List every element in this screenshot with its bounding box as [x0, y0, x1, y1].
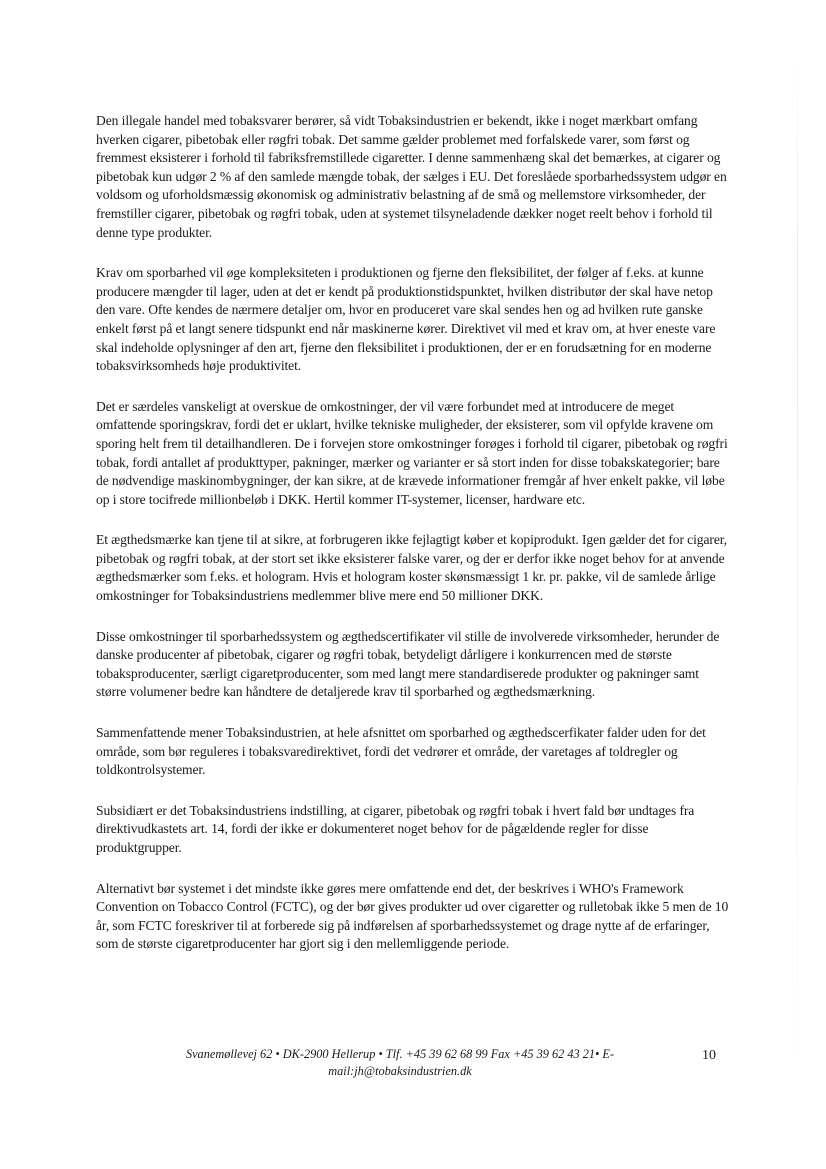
- paragraph-costs: Det er særdeles vanskeligt at overskue de omkostninger, der vil være forbundet med at introducere de meget omfattende sporingskrav, fordi det er uklart, hvilke tekniske muligheder, der eksisterer, som vil opfylde kravene om sporing helt frem til detailhandleren. De i forvejen store omkostninger forøges i forhold til cigarer, pibetobak og røgfri tobak, fordi antallet af produkttyper, pakninger, mærker og varianter er så stort inden for disse tobakskategorier; bare de nødvendige maskinombygninger, der kan sikre, at de krævede informationer fremgår af hver enkelt pakke, vil løbe op i store tocifrede millionbeløb i DKK. Hertil kommer IT-systemer, licenser, hardware etc.: [96, 398, 728, 507]
- paragraph-alternative: Alternativt bør systemet i det mindste ikke gøres mere omfattende end det, der beskrives i WHO's Framework Convention on Tobacco Control (FCTC), og der bør gives produkter ud over cigaretter og rulletobak ikke 5 men de 10 år, som FCTC foreskriver til at forberede sig på indførelsen af sporbarhedssystemet og drage nytte af de erfaringer, som de største cigaretproducenter har gjort sig i den mellemliggende periode.: [96, 880, 729, 952]
- paragraph-illegal-trade: Den illegale handel med tobaksvarer berører, så vidt Tobaksindustrien er bekendt, ikke i noget mærkbart omfang hverken cigarer, pibetobak eller røgfri tobak. Det samme gælder problemet med forfalskede varer, som først og fremmest eksisterer i forhold til fabriksfremstillede cigaretter. I denne sammenhæng skal det bemærkes, at cigarer og pibetobak kun udgør 2 % af den samlede mængde tobak, der sælges i EU. Det foreslåede sporbarhedssystem udgør en voldsom og uforholdsmæssig økonomisk og administrativ belastning af de små og mellemstore virksomheder, der fremstiller cigarer, pibetobak og røgfri tobak, uden at systemet tilsyneladende dækker noget reelt behov i forhold til denne type produkter.: [96, 113, 727, 240]
- paragraph-summary: Sammenfattende mener Tobaksindustrien, at hele afsnittet om sporbarhed og ægthedscerfikater falder uden for det område, som bør reguleres i tobaksvaredirektivet, fordi det vedrører et område, der varetages af toldregler og toldkontrolsystemer.: [96, 725, 706, 778]
- footer-line-2: mail:jh@tobaksindustrien.dk: [328, 1064, 472, 1078]
- paragraph-authenticity-mark: Et ægthedsmærke kan tjene til at sikre, at forbrugeren ikke fejlagtigt køber et kopiprodukt. Igen gælder det for cigarer, pibetobak og røgfri tobak, at der stort set ikke eksisterer falske varer, og der er derfor ikke noget behov for at anvende ægthedsmærker som f.eks. et hologram. Hvis et hologram koster skønsmæssigt 1 kr. pr. pakke, vil de samlede årlige omkostninger for Tobaksindustriens medlemmer blive mere end 50 millioner DKK.: [96, 532, 727, 604]
- footer-line-1: Svanemøllevej 62 • DK-2900 Hellerup • Tlf. +45 39 62 68 99 Fax +45 39 62 43 21• E-: [185, 1047, 615, 1061]
- scan-edge-line: [797, 40, 798, 1140]
- body-text: [96, 112, 732, 976]
- paragraph-competition: Disse omkostninger til sporbarhedssystem og ægthedscertifikater vil stille de involverede virksomheder, herunder de danske producenter af pibetobak, cigarer og røgfri tobak, betydeligt dårligere i konkurrencen med de største tobaksproducenter, særligt cigaretproducenter, som med langt mere standardiserede produkter og pakninger samt større volumener bedre kan håndtere de detaljerede krav til sporbarhed og ægthedsmærkning.: [96, 628, 720, 700]
- paragraph-traceability-flexibility: Krav om sporbarhed vil øge kompleksiteten i produktionen og fjerne den fleksibilitet, der følger af f.eks. at kunne producere mængder til lager, uden at det er kendt på produktionstidspunktet, hvilken distributør der skal have netop den vare. Ofte kendes de nærmere detaljer om, hvor en produceret vare skal sendes hen og ad hvilken rute ganske enkelt først på et langt senere tidspunkt end når maskinerne kører. Direktivet vil med et krav om, at hver eneste vare skal indeholde oplysninger af den art, fjerne den fleksibilitet i produktionen, der er en forudsætning for en moderne tobaksvirksomheds høje produktivitet.: [96, 265, 716, 374]
- footer-address: [150, 1046, 650, 1080]
- paragraph-subsidiary: Subsidiært er det Tobaksindustriens indstilling, at cigarer, pibetobak og røgfri tobak i hvert fald bør undtages fra direktivudkastets art. 14, fordi der ikke er dokumenteret noget behov for de pågældende regler for disse produktgrupper.: [96, 802, 695, 855]
- page-number: 10: [702, 1048, 716, 1063]
